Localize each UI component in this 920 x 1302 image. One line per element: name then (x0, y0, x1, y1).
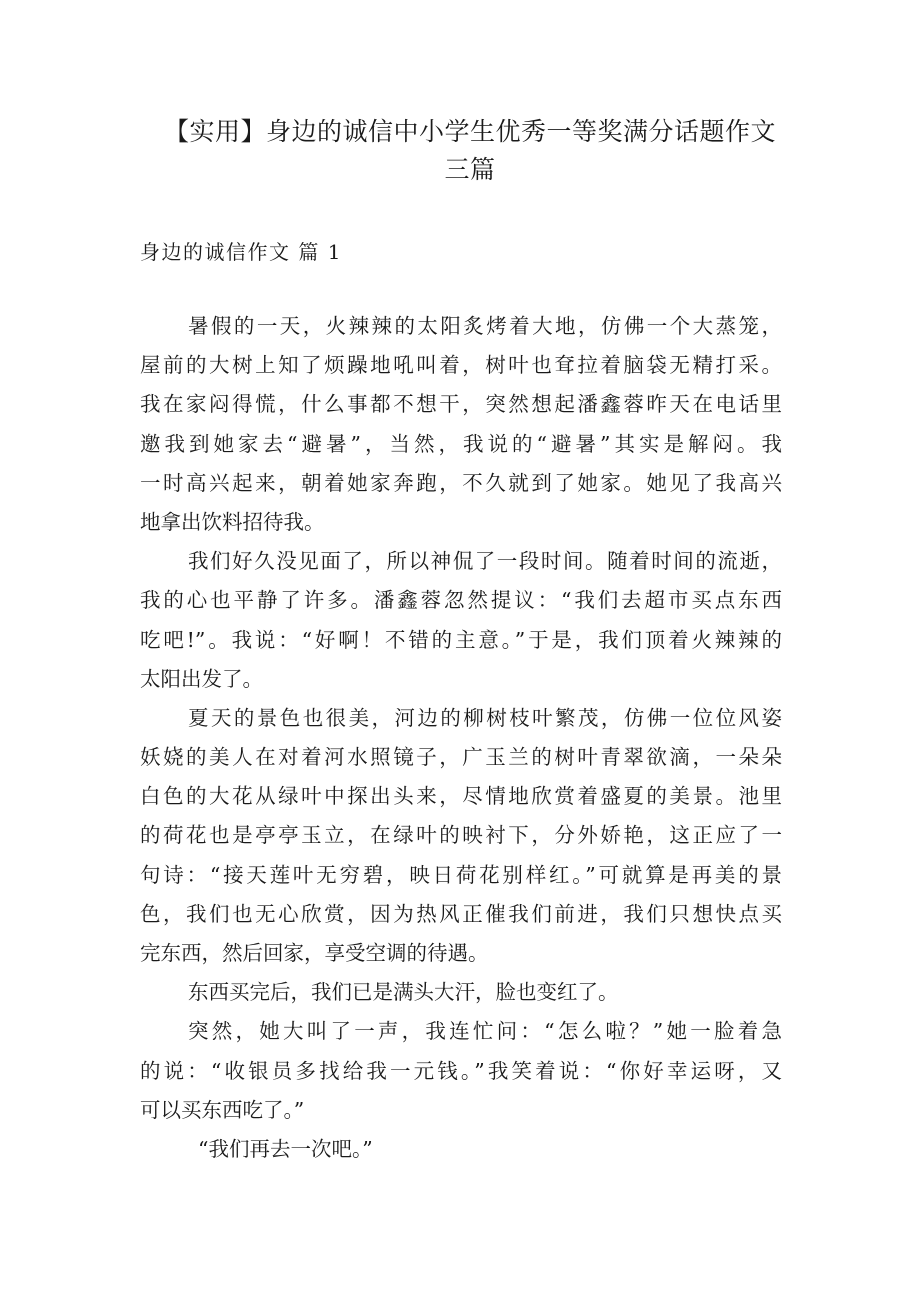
text-line: 夏天的景色也很美，河边的柳树枝叶繁茂，仿佛一位位风姿 (188, 705, 782, 730)
paragraph-4 (140, 973, 782, 1012)
text-line: 的荷花也是亭亭玉立，在绿叶的映衬下，分外娇艳，这正应了一 (140, 823, 782, 848)
text-line: 可以买东西吃了。” (140, 1097, 305, 1122)
text-line: 白色的大花从绿叶中探出头来，尽情地欣赏着盛夏的美景。池里 (140, 784, 782, 809)
text-line: 东西买完后，我们已是满头大汗，脸也变红了。 (188, 980, 619, 1005)
text-line: 我在家闷得慌，什么事都不想干，突然想起潘鑫蓉昨天在电话里 (140, 392, 782, 417)
text-line: 太阳出发了。 (140, 666, 263, 691)
paragraph-6 (140, 1130, 782, 1169)
text-line: 突然，她大叫了一声，我连忙问：“怎么啦？”她一脸着急 (188, 1019, 782, 1044)
article-body (140, 307, 782, 1169)
text-line: 妖娆的美人在对着河水照镜子，广玉兰的树叶青翠欲滴，一朵朵 (140, 745, 782, 770)
text-line: 一时高兴起来，朝着她家奔跑，不久就到了她家。她见了我高兴 (140, 470, 782, 495)
text-line: 句诗：“接天莲叶无穷碧，映日荷花别样红。”可就算是再美的景 (140, 862, 782, 887)
text-line: 屋前的大树上知了烦躁地吼叫着，树叶也耷拉着脑袋无精打采。 (140, 353, 782, 378)
text-line: 完东西，然后回家，享受空调的待遇。 (140, 941, 489, 965)
document-title (150, 113, 790, 189)
title-line: 三篇 (444, 155, 496, 184)
title-line: 【实用】身边的诚信中小学生优秀一等奖满分话题作文 (163, 117, 776, 146)
paragraph-5 (140, 1012, 782, 1130)
text-line: 邀我到她家去“避暑”，当然，我说的“避暑”其实是解闷。我 (140, 431, 782, 456)
text-line: “我们再去一次吧。” (198, 1136, 373, 1161)
text-line: 的说：“收银员多找给我一元钱。”我笑着说：“你好幸运呀，又 (140, 1058, 782, 1083)
text-line: 地拿出饮料招待我。 (140, 509, 325, 534)
text-line: 我们好久没见面了，所以神侃了一段时间。随着时间的流逝， (188, 549, 782, 574)
text-line: 色，我们也无心欣赏，因为热风正催我们前进，我们只想快点买 (140, 901, 782, 926)
text-line: 吃吧!”。我说：“好啊！不错的主意。”于是，我们顶着火辣辣的 (140, 627, 782, 652)
paragraph-3 (140, 699, 782, 973)
paragraph-1 (140, 307, 782, 542)
text-line: 我的心也平静了许多。潘鑫蓉忽然提议：“我们去超市买点东西 (140, 588, 782, 613)
paragraph-2 (140, 542, 782, 699)
section-heading: 身边的诚信作文 篇 1 (140, 240, 342, 264)
text-line: 暑假的一天，火辣辣的太阳炙烤着大地，仿佛一个大蒸笼， (188, 314, 782, 338)
